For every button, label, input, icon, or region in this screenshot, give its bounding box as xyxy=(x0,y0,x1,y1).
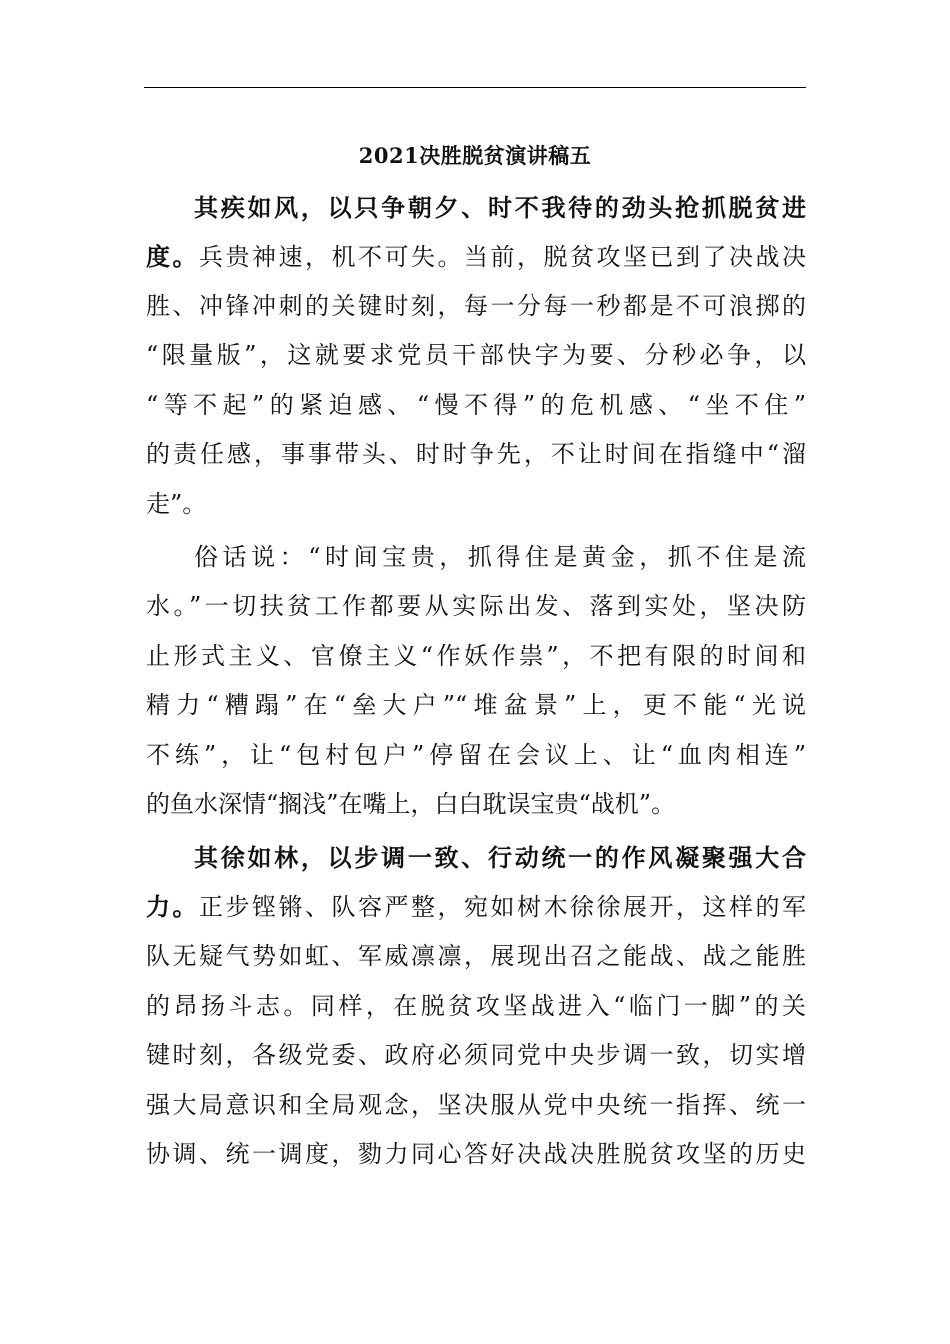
header-rule xyxy=(144,87,806,88)
document-title: 2021决胜脱贫演讲稿五 xyxy=(358,143,592,168)
paragraph-3-line-2 xyxy=(146,882,806,932)
paragraph-2-line-4: 精力“糟蹋”在“垒大户”“堆盆景”上，更不能“光说 xyxy=(146,691,806,719)
paragraph-3-line-4: 的昂扬斗志。同样，在脱贫攻坚战进入“临门一脚”的关 xyxy=(146,992,806,1020)
paragraph-3-line-3: 队无疑气势如虹、军威凛凛，展现出召之能战、战之能胜 xyxy=(146,942,806,970)
paragraph-1-bold-end: 度。 xyxy=(146,242,199,271)
paragraph-3-line-5: 键时刻，各级党委、政府必须同党中央步调一致，切实增 xyxy=(146,1041,806,1069)
paragraph-1-line-5: “等不起”的紧迫感、“慢不得”的危机感、“坐不住” xyxy=(146,391,806,419)
paragraph-1-line-2 xyxy=(146,232,806,282)
paragraph-3-line-6: 强大局意识和全局观念，坚决服从党中央统一指挥、统一 xyxy=(146,1091,806,1119)
paragraph-1-line-4: “限量版”，这就要求党员干部快字为要、分秒必争，以 xyxy=(146,341,806,369)
paragraph-1-line-3: 胜、冲锋冲刺的关键时刻，每一分每一秒都是不可浪掷的 xyxy=(146,292,806,320)
paragraph-2-line-1: 俗话说：“时间宝贵，抓得住是黄金，抓不住是流 xyxy=(194,543,806,571)
paragraph-3-line-2-text: 正步铿锵、队容严整，宛如树木徐徐展开，这样的军 xyxy=(199,893,806,921)
paragraph-2-line-5: 不练”，让“包村包户”停留在会议上、让“血肉相连” xyxy=(146,741,806,769)
paragraph-1-line-7: 走”。 xyxy=(146,490,207,518)
paragraph-3-line-7: 协调、统一调度，勠力同心答好决战决胜脱贫攻坚的历史 xyxy=(146,1140,806,1168)
paragraph-2-line-3: 止形式主义、官僚主义“作妖作祟”，不把有限的时间和 xyxy=(146,642,806,670)
paragraph-1-line-1: 其疾如风，以只争朝夕、时不我待的劲头抢抓脱贫进 xyxy=(194,193,806,222)
paragraph-2-line-2: 水。”一切扶贫工作都要从实际出发、落到实处，坚决防 xyxy=(146,592,806,620)
paragraph-1-line-2-text: 兵贵神速，机不可失。当前，脱贫攻坚已到了决战决 xyxy=(199,243,806,271)
paragraph-1-line-6: 的责任感，事事带头、时时争先，不让时间在指缝中“溜 xyxy=(146,440,806,468)
paragraph-2-line-6: 的鱼水深情“搁浅”在嘴上，白白耽误宝贵“战机”。 xyxy=(146,790,676,818)
paragraph-3-line-1: 其徐如林，以步调一致、行动统一的作风凝聚强大合 xyxy=(194,843,806,872)
paragraph-3-bold-end: 力。 xyxy=(146,892,199,921)
